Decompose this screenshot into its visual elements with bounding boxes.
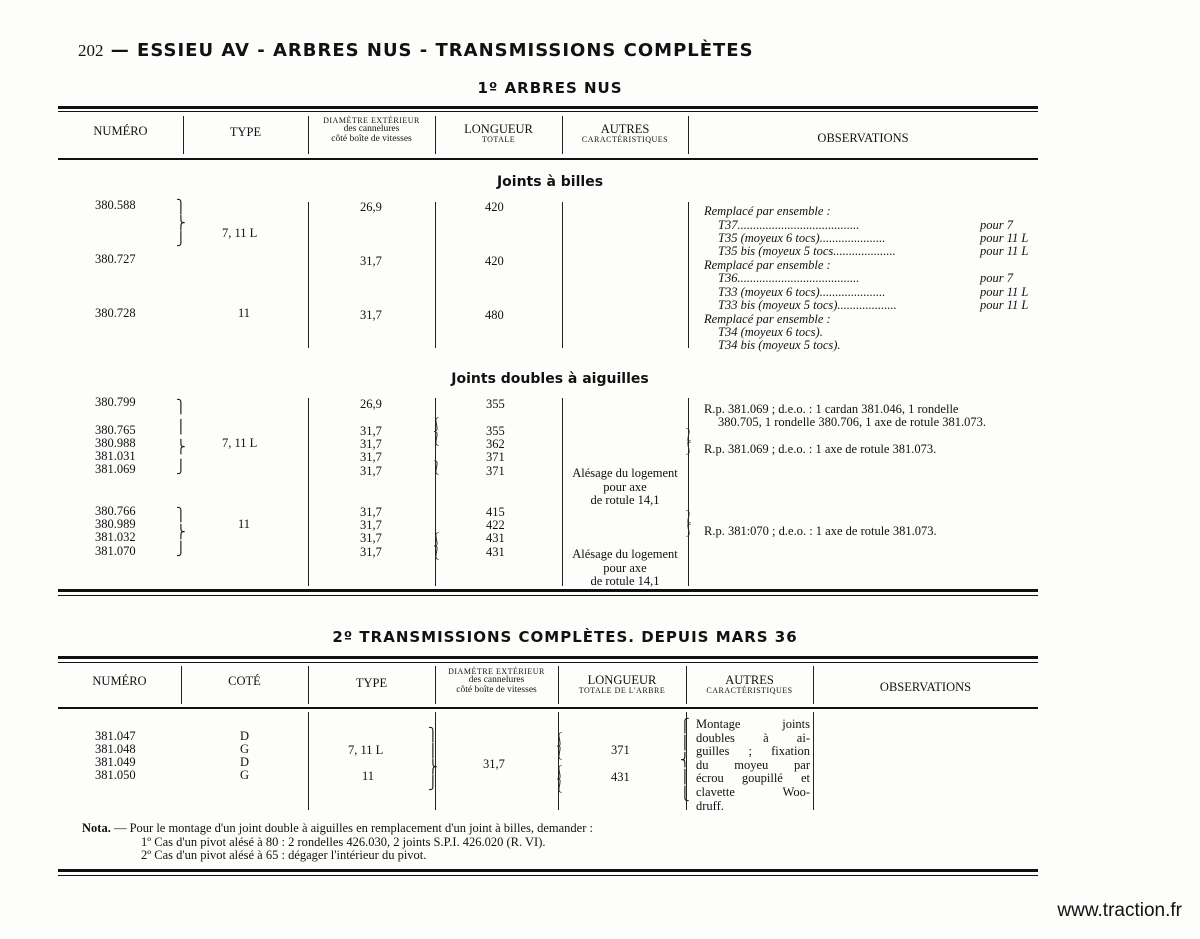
diametre-cell: 26,9 bbox=[360, 200, 382, 214]
numero-cell: 381.047 bbox=[95, 729, 136, 743]
observation-text: Remplacé par ensemble : bbox=[704, 258, 831, 272]
autres-caracteristiques bbox=[562, 467, 688, 508]
header-longueur-line: TOTALE bbox=[481, 135, 516, 145]
autres-line: guilles ; fixation bbox=[696, 744, 810, 759]
page-title-text: — ESSIEU AV - ARBRES NUS - TRANSMISSIONS COMPLÈTES bbox=[110, 40, 754, 61]
header-diametre-line: DIAMÈTRE EXTÉRIEUR bbox=[448, 667, 545, 676]
diametre-cell: 31,7 bbox=[360, 464, 382, 478]
observation-pour: pour 11 L bbox=[980, 244, 1029, 258]
observation-ref: T33 (moyeux 6 tocs) bbox=[718, 285, 820, 299]
numero-cell: 380.766 bbox=[95, 504, 136, 518]
nota-line: — Pour le montage d'un joint double à aiguilles en remplacement d'un joint à billes, demander : bbox=[113, 821, 593, 835]
header-diametre-line: DIAMÈTRE EXTÉRIEUR bbox=[323, 116, 420, 125]
numero-cell: 380.765 bbox=[95, 423, 136, 437]
rule bbox=[58, 869, 1038, 872]
header-diametre-line: côté boîte de vitesses bbox=[331, 134, 412, 145]
diametre-cell: 31,7 bbox=[360, 450, 382, 464]
rule bbox=[58, 106, 1038, 109]
header-longueur-line: LONGUEUR bbox=[587, 673, 657, 687]
column-divider bbox=[562, 202, 563, 348]
numero-cell: 381.070 bbox=[95, 544, 136, 558]
numero-cell: 380.989 bbox=[95, 517, 136, 531]
observation-text: 380.705, 1 rondelle 380.706, 1 axe de rotule 381.073. bbox=[718, 415, 987, 429]
observation-pour: pour 7 bbox=[980, 218, 1013, 232]
header-autres-line: AUTRES bbox=[725, 673, 774, 687]
longueur-cell: 371 bbox=[486, 464, 505, 478]
header-numero: NUMÉRO bbox=[92, 674, 147, 688]
observation-pour: pour 11 L bbox=[980, 285, 1029, 299]
autres-line: pour axe bbox=[603, 479, 647, 494]
numero-cell: 380.588 bbox=[95, 198, 136, 212]
numero-cell: 381.049 bbox=[95, 755, 136, 769]
header-longueur-line: LONGUEUR bbox=[464, 122, 533, 136]
longueur-cell: 422 bbox=[486, 518, 505, 532]
header-longueur-line: TOTALE DE L'ARBRE bbox=[578, 686, 666, 696]
cote-cell: D bbox=[240, 755, 250, 769]
numero-cell: 381.031 bbox=[95, 449, 136, 463]
observation-pour: pour 7 bbox=[980, 271, 1013, 285]
diametre-cell: 31,7 bbox=[360, 308, 382, 322]
rule bbox=[58, 875, 1038, 876]
autres-line: Montage joints bbox=[696, 717, 810, 731]
column-divider bbox=[308, 712, 309, 810]
header-longueur bbox=[435, 123, 562, 145]
type-cell: 11 bbox=[238, 306, 251, 320]
observation-text: T35 bis (moyeux 5 tocs.................... bbox=[718, 244, 896, 258]
observation-pour: pour 11 L bbox=[980, 231, 1029, 245]
header-autres bbox=[686, 674, 813, 696]
observation-ref: T37 bbox=[718, 218, 738, 232]
diametre-cell: 31,7 bbox=[483, 757, 505, 771]
observation-text: R.p. 381.069 ; d.e.o. : 1 axe de rotule 381.073. bbox=[704, 442, 937, 456]
rule bbox=[58, 595, 1038, 596]
column-divider bbox=[688, 202, 689, 348]
observation-ref: T36 bbox=[718, 271, 738, 285]
brace-glyph: ⎱ ⎰ bbox=[682, 428, 696, 455]
type-cell: 11 bbox=[362, 769, 375, 783]
header-observations: OBSERVATIONS bbox=[879, 680, 972, 694]
numero-cell: 381.069 bbox=[95, 462, 136, 476]
rule bbox=[58, 158, 1038, 160]
longueur-cell: 420 bbox=[485, 200, 504, 214]
header-type: TYPE bbox=[355, 676, 388, 690]
observation-text: T35 (moyeux 6 tocs)..................... bbox=[718, 231, 886, 245]
header-longueur bbox=[558, 674, 686, 696]
longueur-cell: 431 bbox=[611, 770, 630, 784]
longueur-cell: 371 bbox=[486, 450, 505, 464]
header-autres-line: CARACTÉRISTIQUES bbox=[706, 686, 793, 696]
header-diametre bbox=[435, 668, 558, 696]
longueur-cell: 355 bbox=[486, 424, 505, 438]
autres-line: écrou goupillé et bbox=[696, 771, 810, 786]
numero-cell: 381.048 bbox=[95, 742, 136, 756]
observation-text: T36....................................... bbox=[718, 271, 860, 285]
autres-line: de rotule 14,1 bbox=[590, 574, 660, 588]
column-divider bbox=[813, 712, 814, 810]
header-autres-line: AUTRES bbox=[600, 122, 650, 136]
observation-pour: pour 11 L bbox=[980, 298, 1029, 312]
diametre-cell: 31,7 bbox=[360, 531, 382, 545]
numero-cell: 380.727 bbox=[95, 252, 136, 266]
numero-cell: 381.032 bbox=[95, 530, 136, 544]
diametre-cell: 31,7 bbox=[360, 424, 382, 438]
rule bbox=[58, 662, 1038, 663]
brace-glyph: ⎫ ⎬ ⎭ bbox=[176, 199, 186, 246]
autres-caracteristiques bbox=[696, 718, 810, 813]
observation-text: R.p. 381:070 ; d.e.o. : 1 axe de rotule 381.073. bbox=[704, 524, 937, 538]
autres-line: Alésage du logement bbox=[572, 466, 678, 480]
rule bbox=[58, 707, 1038, 709]
page-title bbox=[78, 40, 754, 61]
observation-text: T37....................................... bbox=[718, 218, 860, 232]
header-numero: NUMÉRO bbox=[93, 124, 148, 138]
group-title-joints-billes: Joints à billes bbox=[496, 174, 604, 190]
observation-text: T33 (moyeux 6 tocs)..................... bbox=[718, 285, 886, 299]
longueur-cell: 480 bbox=[485, 308, 504, 322]
autres-caracteristiques bbox=[562, 548, 688, 589]
header-autres bbox=[562, 123, 688, 145]
longueur-cell: 431 bbox=[486, 545, 505, 559]
autres-line: druff. bbox=[696, 798, 724, 813]
diametre-cell: 31,7 bbox=[360, 437, 382, 451]
header-diametre bbox=[308, 117, 435, 145]
rule bbox=[58, 111, 1038, 112]
autres-line: du moyeu par bbox=[696, 757, 810, 772]
diametre-cell: 31,7 bbox=[360, 254, 382, 268]
brace-glyph: ⎱ bbox=[430, 460, 444, 475]
observation-text: R.p. 381.069 ; d.e.o. : 1 cardan 381.046, 1 rondelle bbox=[704, 402, 959, 416]
cote-cell: G bbox=[240, 742, 250, 756]
diametre-cell: 31,7 bbox=[360, 505, 382, 519]
column-divider bbox=[308, 398, 309, 586]
diametre-cell: 31,7 bbox=[360, 518, 382, 532]
type-cell: 11 bbox=[238, 517, 251, 531]
brace-glyph: ⎰ ⎱ bbox=[553, 765, 567, 793]
type-cell: 7, 11 L bbox=[348, 743, 384, 757]
column-divider bbox=[308, 202, 309, 348]
watermark[interactable]: www.traction.fr bbox=[1057, 900, 1182, 921]
header-diametre-line: des cannelures bbox=[468, 675, 525, 686]
diametre-cell: 26,9 bbox=[360, 397, 382, 411]
nota-line: 2º Cas d'un pivot alésé à 65 : dégager l'intérieur du pivot. bbox=[141, 848, 427, 862]
column-divider bbox=[435, 202, 436, 348]
header-observations: OBSERVATIONS bbox=[817, 131, 909, 145]
observation-text: T34 (moyeux 6 tocs). bbox=[718, 325, 823, 339]
header-cote: COTÉ bbox=[228, 674, 261, 688]
diametre-cell: 31,7 bbox=[360, 545, 382, 559]
observation-text: T33 bis (moyeux 5 tocs)................... bbox=[718, 298, 897, 312]
section-1-title: 1º ARBRES NUS bbox=[477, 79, 623, 97]
longueur-cell: 355 bbox=[486, 397, 505, 411]
observation-ref: T35 bis (moyeux 5 tocs bbox=[718, 244, 834, 258]
header-diametre-line: côté boîte de vitesses bbox=[456, 685, 537, 696]
nota-line: 1º Cas d'un pivot alésé à 80 : 2 rondelles 426.030, 2 joints S.P.I. 426.020 (R. VI). bbox=[141, 835, 546, 849]
group-title-joints-aiguilles: Joints doubles à aiguilles bbox=[451, 371, 649, 387]
cote-cell: G bbox=[240, 768, 250, 782]
longueur-cell: 371 bbox=[611, 743, 630, 757]
observation-text: T34 bis (moyeux 5 tocs). bbox=[718, 338, 841, 352]
nota bbox=[82, 822, 593, 836]
brace-glyph: ⎱ ⎰ bbox=[682, 510, 696, 537]
brace-glyph: ⎰ ⎱ bbox=[430, 417, 444, 446]
nota-label: Nota. bbox=[82, 821, 111, 835]
autres-line: de rotule 14,1 bbox=[590, 493, 660, 507]
section-2-title: 2º TRANSMISSIONS COMPLÈTES. DEPUIS MARS 36 bbox=[332, 628, 798, 646]
numero-cell: 380.728 bbox=[95, 306, 136, 320]
column-divider bbox=[558, 712, 559, 810]
column-divider bbox=[688, 398, 689, 586]
type-cell: 7, 11 L bbox=[222, 436, 258, 450]
brace-glyph: ⎰ ⎱ bbox=[430, 532, 444, 560]
brace-glyph: ⎫ ⎬ ⎭ bbox=[176, 507, 186, 556]
header-type: TYPE bbox=[229, 125, 262, 139]
type-cell: 7, 11 L bbox=[222, 226, 258, 240]
observation-ref: T33 bis (moyeux 5 tocs) bbox=[718, 298, 838, 312]
longueur-cell: 362 bbox=[486, 437, 505, 451]
brace-glyph: ⎧ ⎪ ⎨ ⎪ ⎩ bbox=[680, 718, 690, 801]
autres-line: doubles à ai- bbox=[696, 730, 810, 745]
brace-glyph: ⎰ ⎱ bbox=[553, 732, 567, 760]
numero-cell: 381.050 bbox=[95, 768, 136, 782]
autres-line: pour axe bbox=[603, 560, 647, 575]
brace-glyph: ⎫ ⎪ ⎬ ⎭ bbox=[428, 727, 438, 790]
cote-cell: D bbox=[240, 729, 250, 743]
longueur-cell: 420 bbox=[485, 254, 504, 268]
observation-text: Remplacé par ensemble : bbox=[704, 312, 831, 326]
observation-text: Remplacé par ensemble : bbox=[704, 204, 831, 218]
header-diametre-line: des cannelures bbox=[343, 124, 400, 135]
longueur-cell: 415 bbox=[486, 505, 505, 519]
observation-ref: T35 (moyeux 6 tocs) bbox=[718, 231, 820, 245]
autres-line: Alésage du logement bbox=[572, 547, 678, 561]
numero-cell: 380.988 bbox=[95, 436, 136, 450]
brace-glyph: ⎫ ⎪ ⎬ ⎭ bbox=[176, 399, 186, 474]
page-number: 202 bbox=[78, 41, 104, 60]
rule bbox=[58, 589, 1038, 592]
numero-cell: 380.799 bbox=[95, 395, 136, 409]
longueur-cell: 431 bbox=[486, 531, 505, 545]
autres-line: clavette Woo- bbox=[696, 784, 810, 799]
header-autres-line: CARACTÉRISTIQUES bbox=[581, 135, 669, 145]
rule bbox=[58, 656, 1038, 659]
